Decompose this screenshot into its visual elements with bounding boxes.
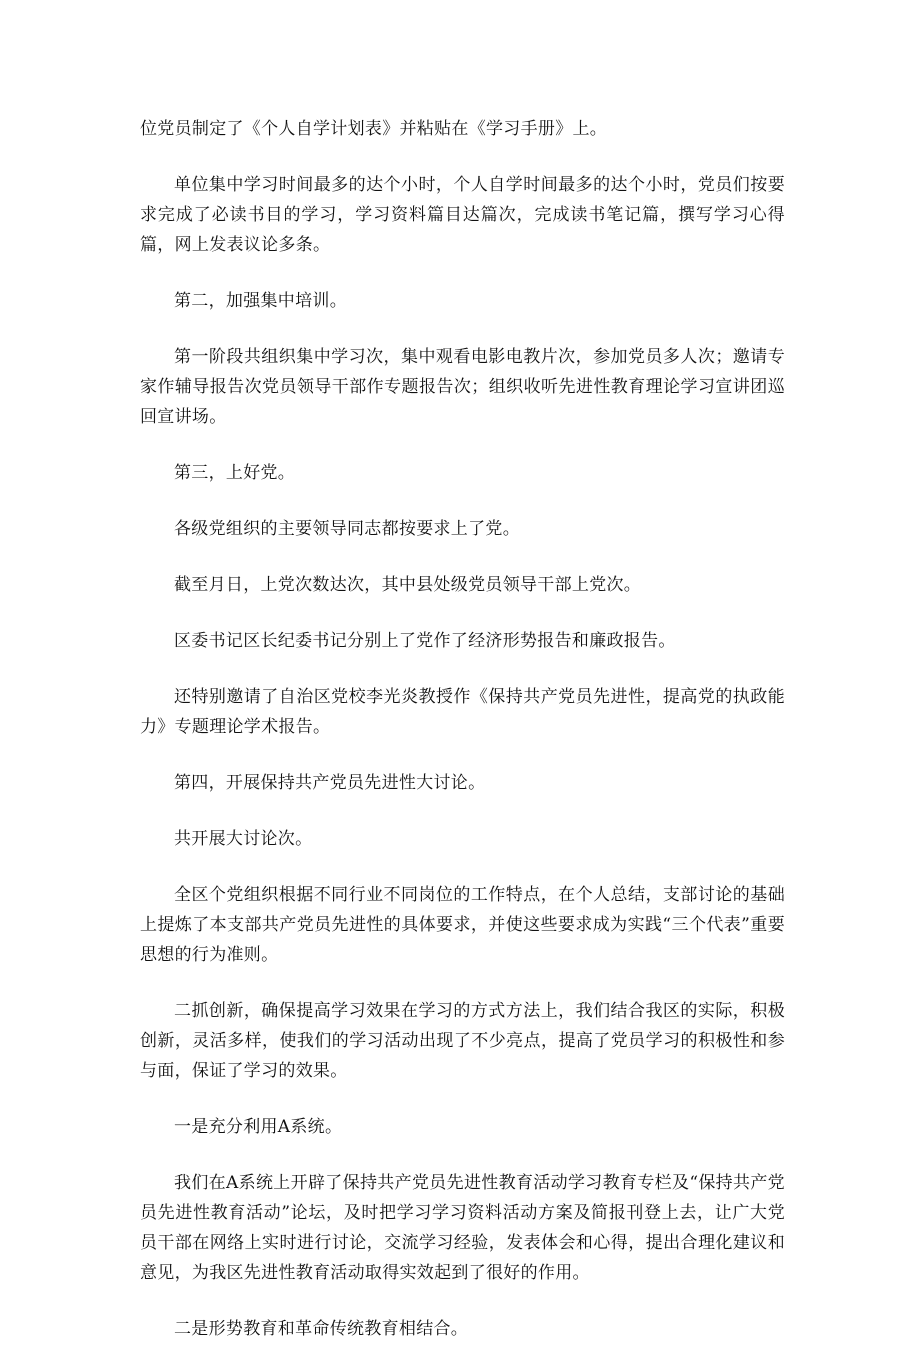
paragraph: 还特别邀请了自治区党校李光炎教授作《保持共产党员先进性，提高党的执政能力》专题理论学术报告。 <box>140 687 785 737</box>
paragraph: 区委书记区长纪委书记分别上了党作了经济形势报告和廉政报告。 <box>174 631 676 651</box>
paragraph: 共开展大讨论次。 <box>174 829 313 849</box>
paragraph: 位党员制定了《个人自学计划表》并粘贴在《学习手册》上。 <box>140 119 608 139</box>
paragraph: 全区个党组织根据不同行业不同岗位的工作特点，在个人总结，支部讨论的基础上提炼了本支部共产党员先进性的具体要求，并使这些要求成为实践“三个代表”重要思想的行为准则。 <box>140 885 785 965</box>
paragraph: 第一阶段共组织集中学习次，集中观看电影电教片次，参加党员多人次；邀请专家作辅导报告次党员领导干部作专题报告次；组织收听先进性教育理论学习宣讲团巡回宣讲场。 <box>140 347 785 427</box>
section-heading: 一是充分利用A系统。 <box>174 1117 343 1137</box>
section-heading: 第二，加强集中培训。 <box>174 291 347 311</box>
section-heading: 第三，上好党。 <box>174 463 296 483</box>
section-heading: 第四，开展保持共产党员先进性大讨论。 <box>174 773 486 793</box>
paragraph: 我们在A系统上开辟了保持共产党员先进性教育活动学习教育专栏及“保持共产党员先进性教育活动”论坛，及时把学习学习资料活动方案及简报刊登上去，让广大党员干部在网络上实时进行讨论，交流学习经验，发表体会和心得，提出合理化建议和意见，为我区先进性教育活动取得实效起到了很好的作用。 <box>140 1173 785 1283</box>
document-body <box>140 114 785 1370</box>
paragraph: 单位集中学习时间最多的达个小时，个人自学时间最多的达个小时，党员们按要求完成了必读书目的学习，学习资料篇目达篇次，完成读书笔记篇，撰写学习心得篇，网上发表议论多条。 <box>140 175 785 255</box>
paragraph: 截至月日，上党次数达次，其中县处级党员领导干部上党次。 <box>174 575 642 595</box>
section-heading: 二是形势教育和革命传统教育相结合。 <box>174 1319 469 1339</box>
paragraph: 各级党组织的主要领导同志都按要求上了党。 <box>174 519 520 539</box>
paragraph: 二抓创新，确保提高学习效果在学习的方式方法上，我们结合我区的实际，积极创新，灵活多样，使我们的学习活动出现了不少亮点，提高了党员学习的积极性和参与面，保证了学习的效果。 <box>140 1001 785 1081</box>
